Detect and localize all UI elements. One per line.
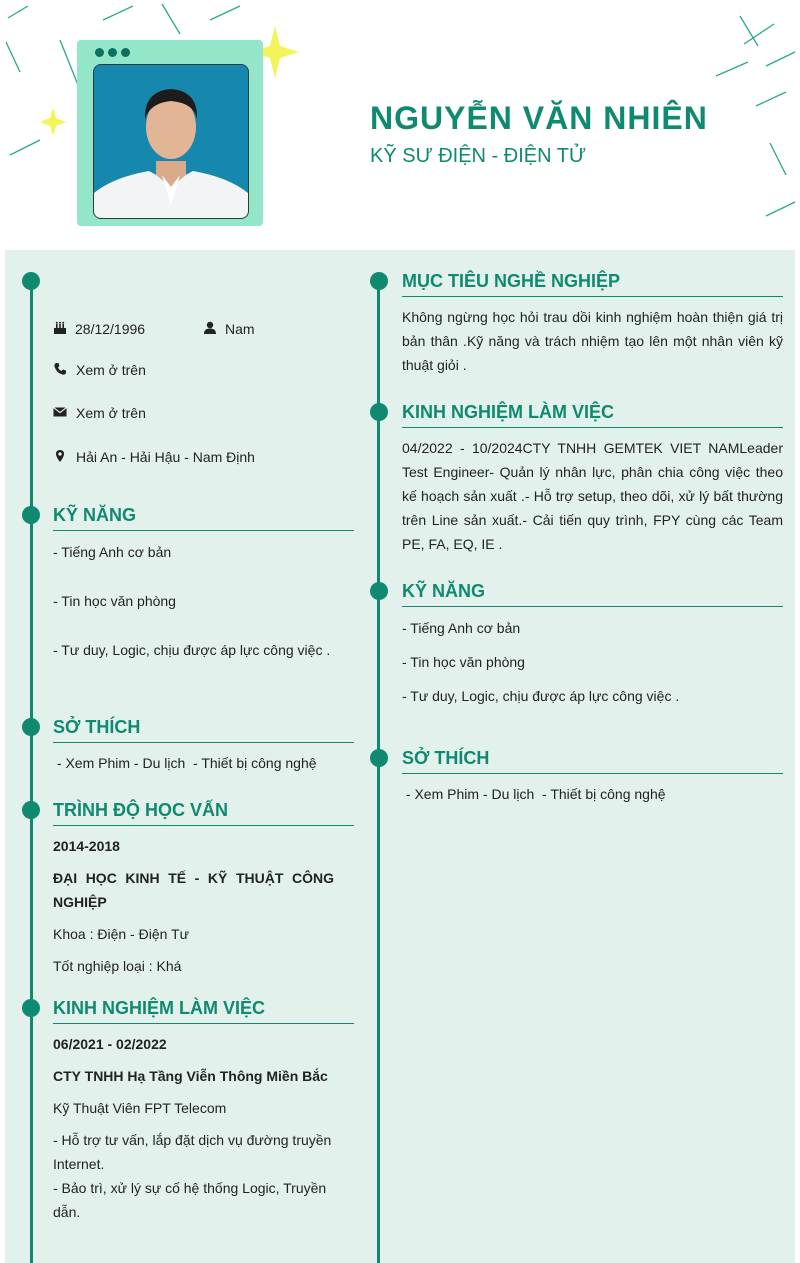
timeline-dot [370,749,388,767]
photo-frame [77,40,263,226]
left-skill-item: - Tin học văn phòng [53,593,176,609]
gender: Nam [225,321,255,337]
education-period: 2014-2018 [53,838,120,854]
window-dots-icon [95,48,130,57]
phone-icon [53,362,67,376]
email: Xem ở trên [76,405,146,421]
timeline-dot [22,801,40,819]
education-school: ĐẠI HỌC KINH TẾ - KỸ THUẬT CÔNG NGHIỆP [53,870,334,910]
timeline-dot [370,582,388,600]
right-skill-item: - Tin học văn phòng [402,654,525,670]
timeline-dot [22,272,40,290]
right-experience-title: KINH NGHIỆM LÀM VIỆC [402,402,783,428]
right-hobbies-title: SỞ THÍCH [402,748,783,774]
right-hobbies: - Xem Phim - Du lịch - Thiết bị công nghệ [402,786,666,802]
map-marker-icon [53,449,67,463]
experience-role: Kỹ Thuật Viên FPT Telecom [53,1100,227,1116]
left-timeline [30,280,33,1263]
left-skills-title: KỸ NĂNG [53,505,354,531]
right-timeline [377,280,380,1263]
experience-period: 06/2021 - 02/2022 [53,1036,167,1052]
education-grade: Tốt nghiệp loại : Khá [53,958,182,974]
education-faculty: Khoa : Điện - Điện Tư [53,926,189,942]
experience-company: CTY TNHH Hạ Tầng Viễn Thông Miền Bắc [53,1068,328,1084]
user-icon [203,321,217,335]
left-skill-item: - Tư duy, Logic, chịu được áp lực công việc . [53,642,331,658]
right-experience-text: 04/2022 - 10/2024CTY TNHH GEMTEK VIET NAMLeader Test Engineer- Quản lý nhân lực, phân chia công việc theo kế hoạch sản xuất .- Hỗ trợ setup, theo dõi, xử lý bất thường trên Line sản xuất.- Cải tiến quy trình, FPY cùng các Team PE, FA, EQ, IE . [402,440,783,552]
envelope-icon [53,405,67,419]
cv-header [0,0,800,250]
timeline-dot [370,272,388,290]
job-title: KỸ SƯ ĐIỆN - ĐIỆN TỬ [370,145,587,167]
left-hobbies: - Xem Phim - Du lịch - Thiết bị công nghệ [53,755,317,771]
experience-duty: - Bảo trì, xử lý sự cố hệ thống Logic, Truyền dẫn. [53,1180,327,1220]
objective-title: MỤC TIÊU NGHỀ NGHIỆP [402,271,783,297]
education-title: TRÌNH ĐỘ HỌC VẤN [53,800,354,826]
right-skills-title: KỸ NĂNG [402,581,783,607]
right-skill-item: - Tiếng Anh cơ bản [402,620,521,636]
candidate-name: NGUYỄN VĂN NHIÊN [370,100,708,136]
left-hobbies-title: SỞ THÍCH [53,717,354,743]
experience-duty: - Hỗ trợ tư vấn, lắp đặt dịch vụ đường truyền Internet. [53,1132,332,1172]
birthday: 28/12/1996 [75,321,146,337]
birthday-cake-icon [53,321,67,335]
timeline-dot [22,999,40,1017]
avatar [93,64,249,219]
timeline-dot [22,718,40,736]
left-skill-item: - Tiếng Anh cơ bản [53,544,172,560]
timeline-dot [22,506,40,524]
objective-text: Không ngừng học hỏi trau dồi kinh nghiệm hoàn thiện giá trị bản thân .Kỹ năng và trách nhiệm tạo lên một nhân viên kỹ thuật giỏi . [402,309,783,373]
left-experience-title: KINH NGHIỆM LÀM VIỆC [53,998,354,1024]
right-skill-item: - Tư duy, Logic, chịu được áp lực công việc . [402,688,680,704]
phone: Xem ở trên [76,362,146,378]
timeline-dot [370,403,388,421]
name-block [370,100,708,168]
address: Hải An - Hải Hậu - Nam Định [76,449,255,465]
